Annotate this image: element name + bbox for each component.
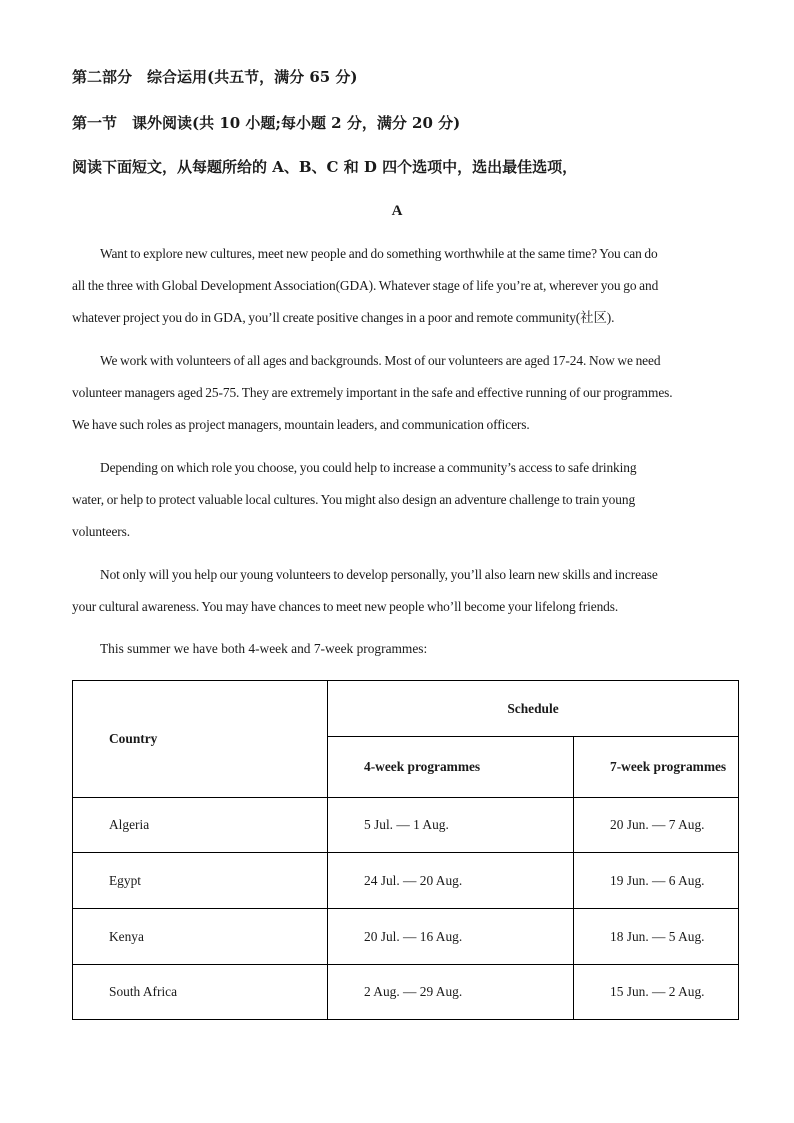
four-week-cell: 5 Jul. — 1 Aug. bbox=[328, 798, 574, 853]
four-week-cell: 20 Jul. — 16 Aug. bbox=[328, 909, 574, 965]
seven-week-cell: 15 Jun. — 2 Aug. bbox=[574, 965, 739, 1020]
paragraph-2 bbox=[72, 345, 732, 441]
country-cell: Algeria bbox=[73, 798, 328, 853]
country-cell: Kenya bbox=[73, 909, 328, 965]
paragraph-line: Not only will you help our young volunteers to develop personally, you’ll also learn new skills and increase bbox=[100, 567, 658, 582]
four-week-header: 4-week programmes bbox=[328, 737, 574, 798]
seven-week-cell: 20 Jun. — 7 Aug. bbox=[574, 798, 739, 853]
seven-week-header: 7-week programmes bbox=[574, 737, 739, 798]
country-cell: Egypt bbox=[73, 853, 328, 909]
section-heading: 第一节 课外阅读(共 10 小题;每小题 2 分，满分 20 分) bbox=[72, 114, 461, 132]
paragraph-line: We have such roles as project managers, mountain leaders, and communication officers. bbox=[72, 417, 530, 432]
table-intro: This summer we have both 4-week and 7-week programmes: bbox=[100, 641, 428, 656]
instruction-heading: 阅读下面短文，从每题所给的 A、B、C 和 D 四个选项中，选出最佳选项， bbox=[72, 158, 578, 176]
four-week-cell: 2 Aug. — 29 Aug. bbox=[328, 965, 574, 1020]
paragraph-line: Depending on which role you choose, you could help to increase a community’s access to safe drinking bbox=[100, 460, 637, 475]
paragraph-line: volunteers. bbox=[72, 524, 131, 539]
table-header-row bbox=[73, 681, 739, 737]
table-row bbox=[73, 798, 739, 853]
schedule-table bbox=[72, 680, 739, 1020]
table-row bbox=[73, 853, 739, 909]
passage-letter: A bbox=[391, 203, 403, 219]
paragraph-line: Want to explore new cultures, meet new people and do something worthwhile at the same time? You can do bbox=[100, 246, 658, 261]
part-heading: 第二部分 综合运用(共五节，满分 65 分) bbox=[72, 68, 358, 86]
paragraph-line: We work with volunteers of all ages and backgrounds. Most of our volunteers are aged 17-24. Now we need bbox=[100, 353, 661, 368]
paragraph-line: all the three with Global Development Association(GDA). Whatever stage of life you’re at, wherever you go and bbox=[72, 278, 659, 293]
seven-week-cell: 19 Jun. — 6 Aug. bbox=[574, 853, 739, 909]
four-week-cell: 24 Jul. — 20 Aug. bbox=[328, 853, 574, 909]
paragraph-1 bbox=[72, 238, 732, 334]
table-row bbox=[73, 909, 739, 965]
paragraph-3 bbox=[72, 452, 732, 548]
table-row bbox=[73, 965, 739, 1020]
paragraph-line: water, or help to protect valuable local cultures. You might also design an adventure challenge to train young bbox=[72, 492, 636, 507]
country-header: Country bbox=[73, 681, 328, 798]
schedule-header: Schedule bbox=[328, 681, 739, 737]
paragraph-line: your cultural awareness. You may have chances to meet new people who’ll become your lifelong friends. bbox=[72, 599, 619, 614]
country-cell: South Africa bbox=[73, 965, 328, 1020]
paragraph-line: volunteer managers aged 25-75. They are extremely important in the safe and effective running of our programmes. bbox=[72, 385, 673, 400]
paragraph-4 bbox=[72, 559, 732, 623]
paragraph-line: whatever project you do in GDA, you’ll create positive changes in a poor and remote community(社区). bbox=[72, 310, 615, 325]
seven-week-cell: 18 Jun. — 5 Aug. bbox=[574, 909, 739, 965]
